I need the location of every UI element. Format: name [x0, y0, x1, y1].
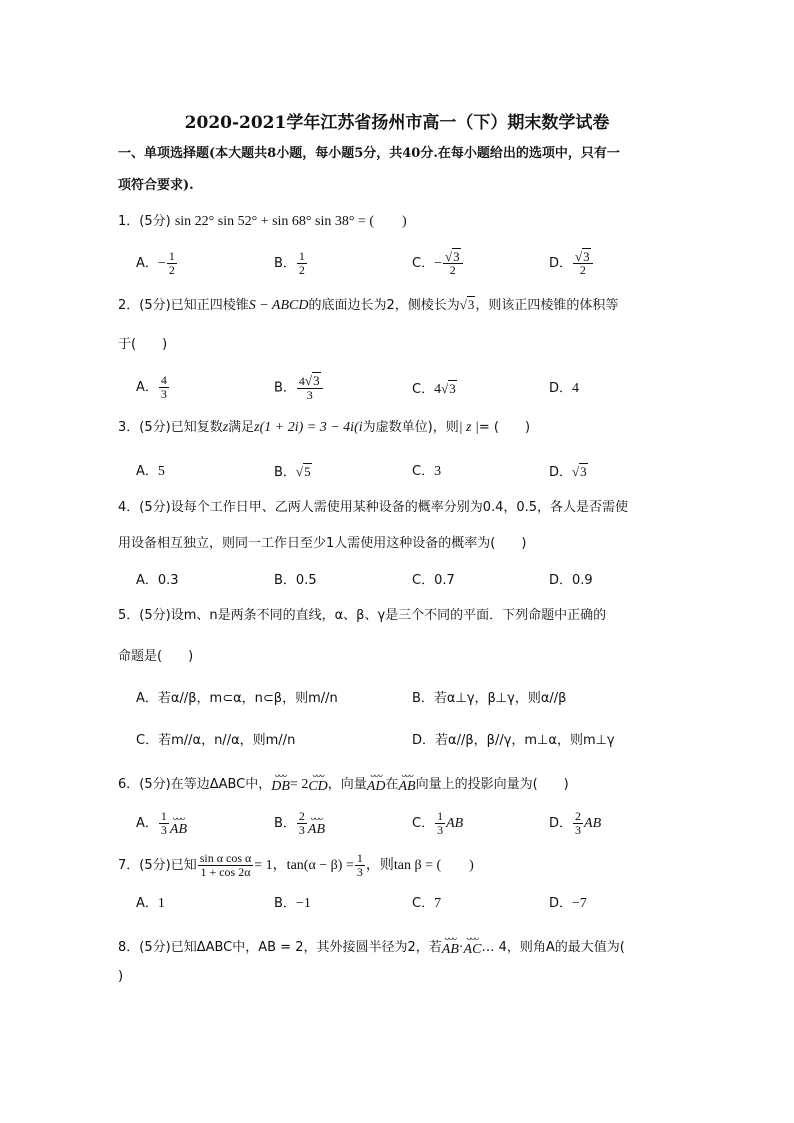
question-expression: sin 22° sin 52° + sin 68° sin 38° = ( )	[174, 214, 407, 229]
vector: ᴗᴗᴗ AB	[398, 770, 416, 794]
q3-option-a[interactable]: A．5	[136, 464, 165, 479]
question-number: 4．(5分)	[118, 500, 171, 515]
question-8: 8．(5分)已知ΔABC中，AB = 2，其外接圆半径为2，若 ᴗᴗᴗ AB · ᴗᴗᴗ AC … 4，则角A的最大值为(	[118, 933, 625, 957]
question-1	[118, 213, 407, 231]
q2-option-b[interactable]: B． $\frac{4√3}{3}$	[274, 374, 324, 402]
fraction: $\frac{√3}{2}$	[573, 250, 593, 277]
q1-option-b[interactable]: B． $\frac{1}{2}$	[274, 249, 305, 277]
q1-option-a[interactable]: A．− $\frac{1}{2}$	[136, 249, 175, 277]
vector: ᴗᴗᴗ AB	[169, 813, 188, 837]
q6-option-b[interactable]: B． $\frac{2}{3}$ ᴗᴗᴗ AB	[274, 809, 326, 837]
q4-option-c[interactable]: C．0.7	[412, 573, 455, 588]
question-5-continued: 命题是( )	[118, 649, 194, 664]
q6-option-d[interactable]: D． $\frac{2}{3}$ AB	[549, 809, 602, 837]
q6-option-c[interactable]: C． $\frac{1}{3}$ AB	[412, 809, 464, 837]
q4-option-b[interactable]: B．0.5	[274, 573, 317, 588]
fraction: $\frac{2}{3}$	[298, 809, 305, 837]
q1-option-c[interactable]: C．− $\frac{√3}{2}$	[412, 250, 464, 277]
question-number: 7．(5分)	[118, 858, 171, 873]
vector: ᴗᴗᴗ AC	[463, 933, 482, 957]
q5-option-a[interactable]: A．若α//β，m⊂α，n⊂β，则m//n	[136, 691, 338, 706]
question-number: 8．(5分)	[118, 940, 171, 955]
q4-option-d[interactable]: D．0.9	[549, 573, 593, 588]
question-number: 5．(5分)	[118, 608, 171, 623]
q5-option-c[interactable]: C．若m//α，n//α，则m//n	[136, 733, 296, 748]
q1-option-d[interactable]: D． $\frac{√3}{2}$	[549, 250, 594, 277]
q7-option-a[interactable]: A．1	[136, 896, 165, 911]
question-number: 2．(5分)	[118, 298, 171, 313]
question-8-continued: )	[118, 969, 124, 984]
q2-option-a[interactable]: A． $\frac{4}{3}$	[136, 373, 167, 401]
fraction: $\frac{4}{3}$	[160, 373, 167, 401]
q6-option-a[interactable]: A． $\frac{1}{3}$ ᴗᴗᴗ AB	[136, 809, 188, 837]
vector: ᴗᴗᴗ AB	[441, 933, 459, 957]
section-heading-line2: 项符合要求).	[118, 178, 194, 193]
question-number: 3．(5分)	[118, 420, 171, 435]
question-6: 6．(5分)在等边ΔABC中， ᴗᴗᴗ DB = 2 ᴗᴗᴗ CD ，向量 ᴗᴗᴗ AD 在 ᴗᴗᴗ AB 向量上的投影向量为( )	[118, 770, 569, 794]
fraction: $\frac{2}{3}$	[575, 809, 582, 837]
question-4: 4．(5分)设每个工作日甲、乙两人需使用某种设备的概率分别为0.4，0.5，各人是否需使	[118, 500, 629, 515]
q3-option-b[interactable]: B．√5	[274, 464, 311, 480]
q5-option-b[interactable]: B．若α⊥γ，β⊥γ，则α//β	[412, 691, 567, 706]
q5-option-d[interactable]: D．若α//β，β//γ，m⊥α，则m⊥γ	[412, 733, 615, 748]
fraction: $\frac{1}{2}$	[168, 249, 175, 277]
question-5: 5．(5分)设m、n是两条不同的直线，α、β、γ是三个不同的平面．下列命题中正确的	[118, 608, 607, 623]
q4-option-a[interactable]: A．0.3	[136, 573, 179, 588]
page-title: 2020-2021学年江苏省扬州市高一（下）期末数学试卷	[184, 113, 610, 133]
q2-option-d[interactable]: D．4	[549, 381, 580, 396]
vector: ᴗᴗᴗ AD	[366, 770, 386, 794]
q2-option-c[interactable]: C．4√3	[412, 381, 456, 397]
question-3: 3．(5分)已知复数z满足z(1 + 2i) = 3 − 4i(i为虚数单位)，则| z |= ( )	[118, 420, 531, 435]
question-number: 6．(5分)	[118, 777, 171, 792]
vector: ᴗᴗᴗ CD	[308, 770, 328, 794]
question-4-continued: 用设备相互独立，则同一工作日至少1人需使用这种设备的概率为( )	[118, 536, 527, 551]
vector: ᴗᴗᴗ DB	[271, 770, 290, 794]
fraction: $\frac{1}{3}$	[437, 809, 444, 837]
fraction: $\frac{1}{3}$	[160, 809, 167, 837]
fraction: $\frac{√3}{2}$	[443, 250, 463, 277]
question-2: 2．(5分)已知正四棱锥S − ABCD的底面边长为2，侧棱长为√3，则该正四棱锥的体积等	[118, 297, 619, 313]
q3-option-c[interactable]: C．3	[412, 464, 442, 479]
fraction: $\frac{1}{2}$	[298, 249, 305, 277]
vector: ᴗᴗᴗ AB	[307, 813, 326, 837]
question-7: 7．(5分)已知 $\frac{\text{sin α cos α}}{1 + \cos 2\alpha}$ = 1，tan(α − β) = $\frac{1}{3}$ ，则tan β = ( )	[118, 851, 474, 879]
fraction: $\frac{1}{3}$	[356, 851, 363, 879]
fraction: $\frac{\text{sin α cos α}}{1 + \cos 2\alpha}$	[199, 851, 252, 879]
section-heading-line1: 一、单项选择题(本大题共8小题，每小题5分，共40分.在每小题给出的选项中，只有一	[118, 146, 620, 161]
question-2-continued: 于( )	[118, 337, 168, 352]
question-number: 1．(5分)	[118, 214, 171, 229]
q7-option-b[interactable]: B．−1	[274, 896, 311, 911]
fraction: $\frac{4√3}{3}$	[297, 374, 323, 402]
q7-option-d[interactable]: D．−7	[549, 896, 587, 911]
q3-option-d[interactable]: D．√3	[549, 464, 587, 480]
q7-option-c[interactable]: C．7	[412, 896, 442, 911]
